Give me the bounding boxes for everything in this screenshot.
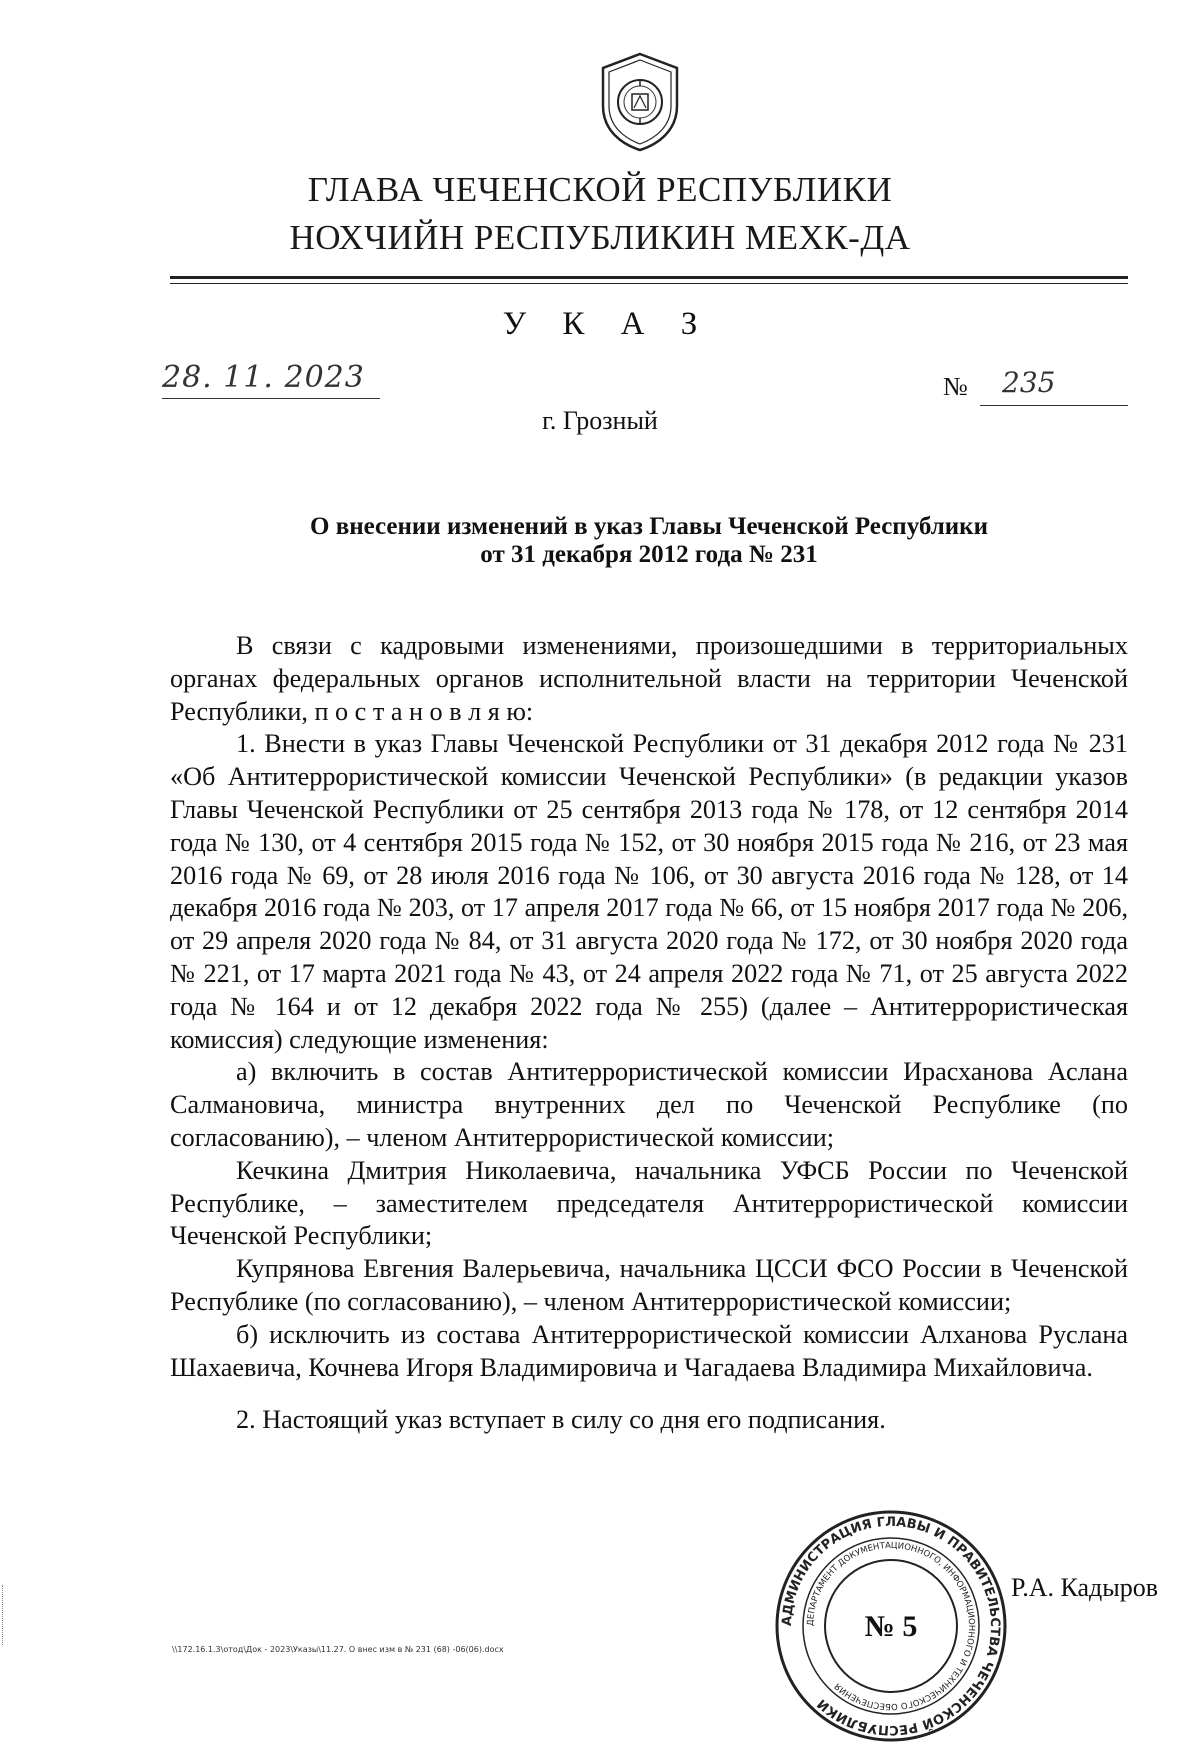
paragraph-item-1b: б) исключить из состава Антитеррористической комиссии Алханова Руслана Шахаевича, Кочнева Игоря Владимировича и Чагадаева Владимира Михайловича. — [170, 1319, 1128, 1382]
document-body — [170, 630, 1128, 1437]
paragraph-item-2: 2. Настоящий указ вступает в силу со дня его подписания. — [236, 1405, 886, 1435]
header-line-2: НОХЧИЙН РЕСПУБЛИКИН МЕХК-ДА — [289, 218, 911, 257]
scan-edge-mark — [2, 1585, 5, 1645]
handwritten-number: 235 — [980, 366, 1128, 406]
coat-of-arms-icon — [597, 50, 683, 154]
header-rule-thin — [170, 283, 1128, 284]
header-line-1: ГЛАВА ЧЕЧЕНСКОЙ РЕСПУБЛИКИ — [307, 170, 893, 209]
handwritten-date: 28. 11. 2023 — [162, 358, 380, 399]
signature-name: Р.А. Кадыров — [1011, 1573, 1158, 1602]
title-line-2: от 31 декабря 2012 года № 231 — [480, 541, 818, 568]
number-label: № — [943, 372, 968, 401]
stamp-outer-text: АДМИНИСТРАЦИЯ ГЛАВЫ И ПРАВИТЕЛЬСТВА ЧЕЧЕНСКОЙ РЕСПУБЛИКИ — [779, 1514, 1003, 1738]
header-rule-thick — [170, 276, 1128, 279]
official-stamp-icon — [773, 1508, 1009, 1744]
document-title — [170, 513, 1128, 569]
stamp-inner-text: ДЕПАРТАМЕНТ ДОКУМЕНТАЦИОННОГО, ИНФОРМАЦИОННОГО И ТЕХНИЧЕСКОГО ОБЕСПЕЧЕНИЯ — [805, 1540, 977, 1712]
paragraph-preamble: В связи с кадровыми изменениями, произошедшими в территориальных органах федеральных органов исполнительной власти на территории Чеченской Республики, п о с т а н о в л я ю: — [170, 631, 1128, 726]
paragraph-item-1a-cont-1: Кечкина Дмитрия Николаевича, начальника УФСБ России по Чеченской Республике, – заместителем председателя Антитеррористической комиссии Чеченской Республики; — [170, 1155, 1128, 1251]
stamp-number: № 5 — [864, 1610, 918, 1643]
paragraph-item-1: 1. Внести в указ Главы Чеченской Республики от 31 декабря 2012 года № 231 «Об Антитеррористической комиссии Чеченской Республики» (в редакции указов Главы Чеченской Республики от 25 сентября 2013 года № 178, от 12 сентября 2014 года № 130, от 4 сентября 2015 года № 152, от 30 ноября 2015 года № 216, от 23 мая 2016 года № 69, от 28 июля 2016 года № 106, от 30 августа 2016 года № 128, от 14 декабря 2016 года № 203, от 17 апреля 2017 года № 66, от 15 ноября 2017 года № 206, от 29 апреля 2020 года № 84, от 31 августа 2020 года № 172, от 30 ноября 2020 года № 221, от 17 марта 2021 года № 43, от 24 апреля 2022 года № 71, от 25 августа 2022 года № 164 и от 12 декабря 2022 года № 255) (далее – Антитеррористическая комиссия) следующие изменения: — [170, 729, 1128, 1054]
paragraph-item-1a: а) включить в состав Антитеррористической комиссии Ирасханова Аслана Салмановича, министра внутренних дел по Чеченской Республике (по согласованию), – членом Антитеррористической комиссии; — [170, 1057, 1128, 1152]
title-line-1: О внесении изменений в указ Главы Чеченской Республики — [310, 513, 988, 540]
file-path-footer: \\172.16.1.3\отод\Док - 2023\Указы\11.27. О внес изм в № 231 (68) -06(06).docx — [172, 1645, 504, 1654]
city: г. Грозный — [542, 406, 658, 435]
paragraph-item-1a-cont-2: Купрянова Евгения Валерьевича, начальника ЦССИ ФСО России в Чеченской Республике (по согласованию), – членом Антитеррористической комиссии; — [170, 1254, 1128, 1316]
document-type: У К А З — [502, 306, 712, 342]
